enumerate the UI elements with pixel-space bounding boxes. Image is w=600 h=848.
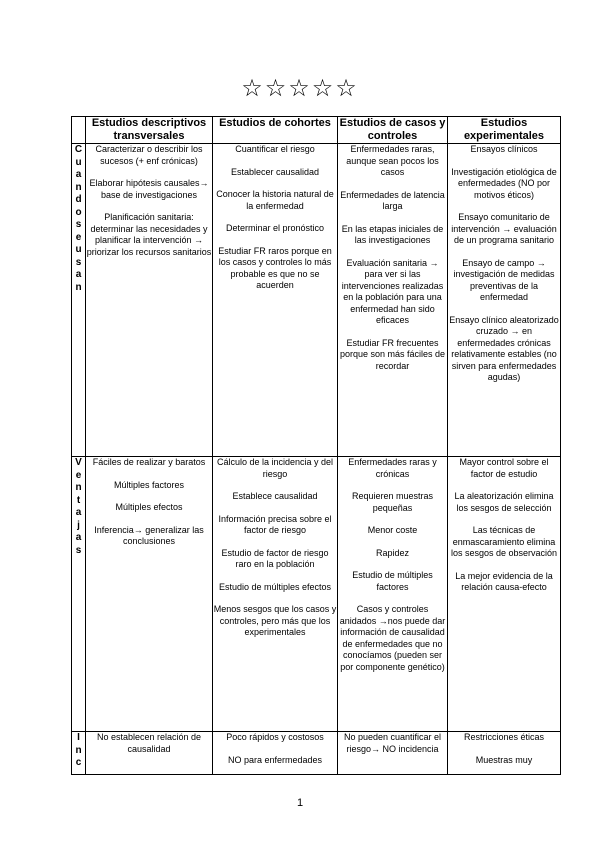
cell-item: Requieren muestras pequeñas [351, 491, 434, 513]
side-label-letter: I [77, 732, 80, 743]
side-label-letter: n [75, 181, 82, 193]
table-cell [86, 457, 213, 732]
row-ventajas [72, 457, 561, 732]
row-side-label [72, 144, 86, 457]
table-cell [213, 732, 338, 775]
cell-item: Elaborar hipótesis causales→ base de investigaciones [89, 178, 209, 200]
side-label-letter: a [75, 269, 82, 280]
table-header-row [72, 117, 561, 144]
cell-item: Investigación etiológica de enfermedades (NO por motivos éticos) [451, 166, 557, 200]
corner-cell [72, 117, 86, 144]
cell-item: Inferencia→ generalizar las conclusiones [94, 524, 204, 546]
side-label-letter: e [75, 231, 82, 243]
side-label-letter: s [75, 219, 82, 230]
column-header: Estudios experimentales [448, 117, 561, 144]
side-label-letter: e [75, 469, 82, 481]
cell-item: Ensayo clínico aleatorizado cruzado → en enfermedades crónicas relativamente estables (no sirven para enfermedades agudas) [449, 314, 559, 382]
side-label-letter: n [75, 744, 82, 756]
side-label-letter: o [75, 206, 82, 218]
cell-item: Estudio de múltiples factores [352, 570, 433, 592]
cell-item: Enfermedades raras y crónicas [348, 457, 437, 479]
cell-item: Estudio de factor de riesgo raro en la población [221, 547, 329, 569]
column-header: Estudios descriptivos transversales [86, 117, 213, 144]
cell-item: Ensayo de campo → investigación de medidas preventivas de la enfermedad [453, 257, 555, 302]
side-label-letter: t [76, 494, 81, 506]
cell-item: Estudiar FR frecuentes porque son más fáciles de recordar [339, 337, 446, 371]
star-rating: ☆☆☆☆☆ [241, 74, 359, 102]
cell-item: La mejor evidencia de la relación causa-efecto [455, 570, 553, 592]
side-label-letter: n [75, 281, 82, 293]
cell-item: Determinar el pronóstico [225, 223, 325, 233]
table-cell [448, 144, 561, 457]
cell-item: Estudiar FR raros porque en los casos y controles lo más probable es que no se acuerden [218, 245, 332, 290]
table-cell [213, 457, 338, 732]
cell-item: Rapidez [375, 547, 410, 558]
cell-item: Ensayo comunitario de intervención → evaluación de un programa sanitario [451, 212, 557, 245]
page-number: 1 [296, 797, 304, 809]
cell-item: Casos y controles anidados →nos puede dar información de causalidad de enfermedades que no conocíamos (pueden ser por componente genético) [339, 604, 446, 672]
table-cell [448, 457, 561, 732]
side-label-letter: C [74, 144, 83, 155]
side-label-letter: d [75, 194, 82, 205]
cell-item: En las etapas iniciales de las investigaciones [341, 223, 444, 245]
cell-item: Muestras muy [475, 754, 533, 765]
table-cell [338, 732, 448, 775]
side-label-letter: s [75, 256, 82, 268]
side-label-letter: c [75, 757, 82, 768]
row-side-label [72, 732, 86, 775]
table-cell [86, 144, 213, 457]
table-cell [448, 732, 561, 775]
cell-item: La aleatorización elimina los sesgos de selección [454, 491, 554, 513]
side-label-letter: u [75, 244, 82, 255]
side-label-letter: a [75, 507, 82, 518]
side-label-letter: u [75, 156, 82, 168]
row-inconvenientes [72, 732, 561, 775]
comparison-table [71, 116, 561, 775]
cell-item: Información precisa sobre el factor de riesgo [218, 513, 332, 535]
cell-item: Menor coste [367, 525, 418, 535]
cell-item: Planificación sanitaria: determinar las necesidades y planificar la intervención → priorizar los recursos sanitarios [86, 212, 212, 257]
table-cell [213, 144, 338, 457]
cell-item: Cuantificar el riesgo [235, 144, 315, 154]
table-cell [86, 732, 213, 775]
cell-item: Establecer causalidad [230, 166, 320, 177]
cell-item: Mayor control sobre el factor de estudio [459, 457, 549, 479]
cell-item: Ensayos clínicos [470, 144, 538, 154]
cell-item: Enfermedades raras, aunque sean pocos los casos [346, 144, 439, 177]
table-cell [338, 457, 448, 732]
cell-item: Las técnicas de enmascaramiento elimina los sesgos de observación [450, 525, 558, 558]
row-cuando-se-usan [72, 144, 561, 457]
cell-item: No establecen relación de causalidad [96, 732, 202, 754]
row-side-label [72, 457, 86, 732]
side-label-letter: V [75, 457, 82, 468]
cell-item: NO para enfermedades [227, 754, 323, 765]
side-label-letter: j [77, 519, 80, 531]
cell-item: Establece causalidad [232, 491, 318, 501]
cell-item: Restricciones éticas [463, 732, 545, 742]
column-header: Estudios de casos y controles [338, 117, 448, 144]
column-header: Estudios de cohortes [213, 117, 338, 144]
cell-item: Conocer la historia natural de la enfermedad [216, 189, 334, 211]
cell-item: Enfermedades de latencia larga [340, 189, 445, 211]
side-label-letter: a [75, 169, 82, 180]
cell-item: Menos sesgos que los casos y controles, pero más que los experimentales [213, 604, 337, 637]
cell-item: Múltiples factores [113, 479, 185, 490]
cell-item: Caracterizar o describir los sucesos (+ enf crónicas) [95, 144, 203, 166]
table-cell [338, 144, 448, 457]
side-label-letter: s [75, 544, 82, 556]
cell-item: Evaluación sanitaria → para ver si las intervenciones realizadas en la población para una enfermedad han sido eficaces [341, 257, 444, 325]
side-label-letter: a [75, 532, 82, 543]
cell-item: Múltiples efectos [115, 502, 183, 512]
side-label-letter: n [75, 482, 82, 493]
cell-item: Poco rápidos y costosos [226, 732, 324, 742]
cell-item: Cálculo de la incidencia y del riesgo [216, 457, 334, 479]
cell-item: Estudio de múltiples efectos [218, 581, 332, 592]
cell-item: Fáciles de realizar y baratos [92, 457, 206, 467]
cell-item: No pueden cuantificar el riesgo→ NO incidencia [343, 732, 442, 754]
